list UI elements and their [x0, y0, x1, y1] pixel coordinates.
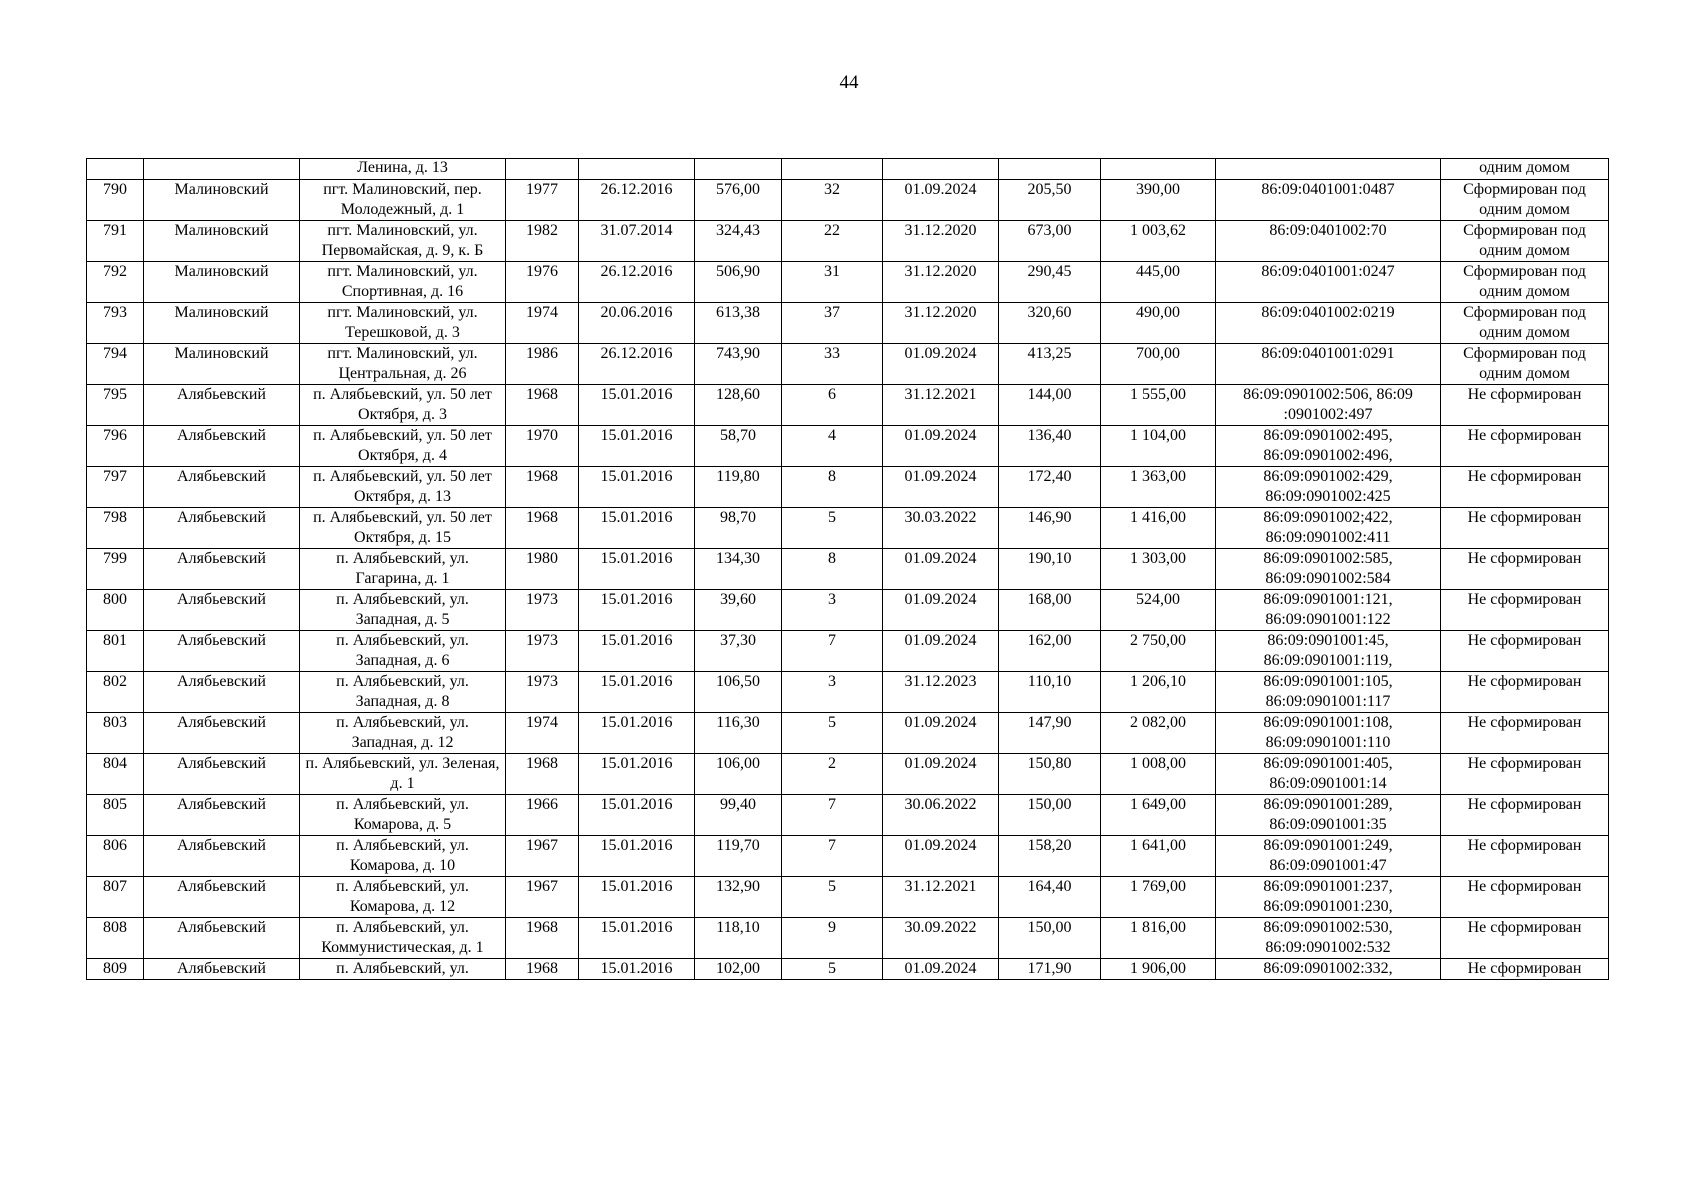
cell-address: п. Алябьевский, ул. Западная, д. 6	[300, 631, 506, 672]
cell-address: п. Алябьевский, ул. Комарова, д. 5	[300, 795, 506, 836]
cell-residents: 5	[782, 959, 883, 980]
cell-value-2: 490,00	[1101, 303, 1216, 344]
cell-number: 805	[87, 795, 144, 836]
cell-year: 1982	[506, 221, 579, 262]
cell-value-1: 158,20	[999, 836, 1101, 877]
cell-deadline: 01.09.2024	[883, 426, 999, 467]
table-row	[87, 713, 1609, 754]
cell-deadline: 30.09.2022	[883, 918, 999, 959]
cell-area: 116,30	[695, 713, 782, 754]
cell-year: 1974	[506, 303, 579, 344]
cell-date: 26.12.2016	[579, 180, 695, 221]
cell-status: Не сформирован	[1441, 795, 1609, 836]
cell-status: Не сформирован	[1441, 631, 1609, 672]
cell-number: 799	[87, 549, 144, 590]
table-row	[87, 180, 1609, 221]
cell-value-1: 146,90	[999, 508, 1101, 549]
cell-address: п. Алябьевский, ул. Зеленая, д. 1	[300, 754, 506, 795]
cell-status: Не сформирован	[1441, 426, 1609, 467]
cell-value-2: 445,00	[1101, 262, 1216, 303]
cell-value-1: 172,40	[999, 467, 1101, 508]
cell-value-1: 168,00	[999, 590, 1101, 631]
cell-settlement: Алябьевский	[144, 918, 300, 959]
cell-residents: 8	[782, 467, 883, 508]
cell-year: 1980	[506, 549, 579, 590]
cell-settlement: Алябьевский	[144, 467, 300, 508]
cell-residents: 31	[782, 262, 883, 303]
cell-settlement: Малиновский	[144, 221, 300, 262]
cell-value-1: 110,10	[999, 672, 1101, 713]
cell-area: 506,90	[695, 262, 782, 303]
cell-value-1: 150,00	[999, 795, 1101, 836]
cell-settlement: Алябьевский	[144, 631, 300, 672]
cell-value-2: 524,00	[1101, 590, 1216, 631]
cell-address: п. Алябьевский, ул. 50 лет Октября, д. 13	[300, 467, 506, 508]
cell-area: 106,00	[695, 754, 782, 795]
cell-area: 37,30	[695, 631, 782, 672]
cell-date	[579, 159, 695, 180]
cell-cadastral	[1216, 159, 1441, 180]
cell-deadline: 01.09.2024	[883, 590, 999, 631]
cell-status: Не сформирован	[1441, 877, 1609, 918]
cell-year: 1976	[506, 262, 579, 303]
cell-number: 807	[87, 877, 144, 918]
table-row	[87, 385, 1609, 426]
cell-settlement: Алябьевский	[144, 754, 300, 795]
cell-settlement	[144, 159, 300, 180]
cell-status: Не сформирован	[1441, 549, 1609, 590]
cell-area: 743,90	[695, 344, 782, 385]
cell-date: 26.12.2016	[579, 344, 695, 385]
cell-address: п. Алябьевский, ул. Западная, д. 12	[300, 713, 506, 754]
cell-value-1: 171,90	[999, 959, 1101, 980]
cell-residents: 5	[782, 508, 883, 549]
cell-settlement: Малиновский	[144, 344, 300, 385]
cell-status: Не сформирован	[1441, 836, 1609, 877]
cell-deadline: 31.12.2021	[883, 877, 999, 918]
cell-deadline: 01.09.2024	[883, 631, 999, 672]
cell-value-2: 2 750,00	[1101, 631, 1216, 672]
cell-settlement: Малиновский	[144, 180, 300, 221]
cell-date: 26.12.2016	[579, 262, 695, 303]
cell-deadline: 31.12.2023	[883, 672, 999, 713]
cell-value-2: 1 641,00	[1101, 836, 1216, 877]
table-row	[87, 590, 1609, 631]
cell-cadastral: 86:09:0901002:495, 86:09:0901002:496,	[1216, 426, 1441, 467]
cell-cadastral: 86:09:0901001:237, 86:09:0901001:230,	[1216, 877, 1441, 918]
cell-year: 1970	[506, 426, 579, 467]
cell-cadastral: 86:09:0401001:0247	[1216, 262, 1441, 303]
cell-residents: 3	[782, 672, 883, 713]
page-number: 44	[839, 72, 859, 93]
table-row	[87, 836, 1609, 877]
cell-area: 58,70	[695, 426, 782, 467]
cell-date: 15.01.2016	[579, 631, 695, 672]
cell-residents: 7	[782, 836, 883, 877]
cell-number: 796	[87, 426, 144, 467]
cell-value-1	[999, 159, 1101, 180]
cell-cadastral: 86:09:0901001:289, 86:09:0901001:35	[1216, 795, 1441, 836]
cell-address: п. Алябьевский, ул. Гагарина, д. 1	[300, 549, 506, 590]
cell-settlement: Малиновский	[144, 262, 300, 303]
cell-value-2: 1 003,62	[1101, 221, 1216, 262]
cell-date: 15.01.2016	[579, 836, 695, 877]
cell-value-2: 1 363,00	[1101, 467, 1216, 508]
cell-year: 1968	[506, 385, 579, 426]
cell-value-2: 1 906,00	[1101, 959, 1216, 980]
cell-status: Не сформирован	[1441, 467, 1609, 508]
cell-year: 1977	[506, 180, 579, 221]
cell-number: 795	[87, 385, 144, 426]
cell-settlement: Алябьевский	[144, 672, 300, 713]
cell-residents	[782, 159, 883, 180]
cell-value-1: 162,00	[999, 631, 1101, 672]
cell-value-2: 2 082,00	[1101, 713, 1216, 754]
cell-address: п. Алябьевский, ул. 50 лет Октября, д. 3	[300, 385, 506, 426]
table-row	[87, 262, 1609, 303]
cell-value-2: 390,00	[1101, 180, 1216, 221]
cell-value-2: 1 416,00	[1101, 508, 1216, 549]
table-row	[87, 426, 1609, 467]
cell-area: 98,70	[695, 508, 782, 549]
cell-date: 15.01.2016	[579, 549, 695, 590]
cell-number: 809	[87, 959, 144, 980]
cell-residents: 33	[782, 344, 883, 385]
cell-address: п. Алябьевский, ул. 50 лет Октября, д. 15	[300, 508, 506, 549]
cell-date: 15.01.2016	[579, 508, 695, 549]
cell-date: 15.01.2016	[579, 426, 695, 467]
cell-cadastral: 86:09:0401002:0219	[1216, 303, 1441, 344]
cell-number: 798	[87, 508, 144, 549]
cell-area: 119,80	[695, 467, 782, 508]
cell-status: Не сформирован	[1441, 385, 1609, 426]
table-row	[87, 877, 1609, 918]
cell-number: 808	[87, 918, 144, 959]
cell-address: п. Алябьевский, ул. 50 лет Октября, д. 4	[300, 426, 506, 467]
cell-deadline: 01.09.2024	[883, 713, 999, 754]
cell-number: 804	[87, 754, 144, 795]
cell-cadastral: 86:09:0401002:70	[1216, 221, 1441, 262]
cell-residents: 6	[782, 385, 883, 426]
cell-number: 797	[87, 467, 144, 508]
cell-number: 802	[87, 672, 144, 713]
cell-date: 15.01.2016	[579, 877, 695, 918]
cell-settlement: Алябьевский	[144, 795, 300, 836]
housing-registry-table	[86, 158, 1609, 980]
cell-value-1: 164,40	[999, 877, 1101, 918]
cell-status: одним домом	[1441, 159, 1609, 180]
cell-number: 794	[87, 344, 144, 385]
cell-address: п. Алябьевский, ул.	[300, 959, 506, 980]
cell-residents: 5	[782, 713, 883, 754]
cell-date: 15.01.2016	[579, 713, 695, 754]
cell-settlement: Алябьевский	[144, 508, 300, 549]
cell-number: 793	[87, 303, 144, 344]
cell-cadastral: 86:09:0901002:506, 86:09 :0901002:497	[1216, 385, 1441, 426]
cell-deadline: 01.09.2024	[883, 467, 999, 508]
cell-year: 1974	[506, 713, 579, 754]
cell-value-2: 1 555,00	[1101, 385, 1216, 426]
cell-deadline: 01.09.2024	[883, 180, 999, 221]
continuation-row	[87, 159, 1609, 180]
cell-cadastral: 86:09:0901002:429, 86:09:0901002:425	[1216, 467, 1441, 508]
cell-residents: 5	[782, 877, 883, 918]
cell-number	[87, 159, 144, 180]
cell-cadastral: 86:09:0901001:45, 86:09:0901001:119,	[1216, 631, 1441, 672]
cell-cadastral: 86:09:0901001:108, 86:09:0901001:110	[1216, 713, 1441, 754]
cell-value-2: 700,00	[1101, 344, 1216, 385]
cell-area: 134,30	[695, 549, 782, 590]
cell-deadline	[883, 159, 999, 180]
cell-date: 15.01.2016	[579, 795, 695, 836]
table-row	[87, 303, 1609, 344]
cell-residents: 7	[782, 795, 883, 836]
cell-value-2: 1 816,00	[1101, 918, 1216, 959]
cell-number: 792	[87, 262, 144, 303]
table-body	[87, 159, 1609, 980]
cell-deadline: 01.09.2024	[883, 959, 999, 980]
cell-value-1: 150,80	[999, 754, 1101, 795]
cell-number: 800	[87, 590, 144, 631]
cell-address: п. Алябьевский, ул. Комарова, д. 12	[300, 877, 506, 918]
cell-address: пгт. Малиновский, пер. Молодежный, д. 1	[300, 180, 506, 221]
cell-deadline: 30.06.2022	[883, 795, 999, 836]
cell-value-1: 150,00	[999, 918, 1101, 959]
cell-address: п. Алябьевский, ул. Комарова, д. 10	[300, 836, 506, 877]
cell-area: 99,40	[695, 795, 782, 836]
table-row	[87, 754, 1609, 795]
cell-value-1: 413,25	[999, 344, 1101, 385]
cell-number: 801	[87, 631, 144, 672]
cell-value-1: 290,45	[999, 262, 1101, 303]
table-row	[87, 344, 1609, 385]
cell-date: 15.01.2016	[579, 590, 695, 631]
table-row	[87, 918, 1609, 959]
cell-deadline: 31.12.2020	[883, 221, 999, 262]
cell-number: 803	[87, 713, 144, 754]
cell-settlement: Алябьевский	[144, 877, 300, 918]
cell-value-1: 147,90	[999, 713, 1101, 754]
cell-value-1: 136,40	[999, 426, 1101, 467]
table-row	[87, 467, 1609, 508]
cell-address: п. Алябьевский, ул. Западная, д. 8	[300, 672, 506, 713]
cell-settlement: Алябьевский	[144, 836, 300, 877]
cell-area: 613,38	[695, 303, 782, 344]
cell-cadastral: 86:09:0401001:0291	[1216, 344, 1441, 385]
cell-value-2: 1 104,00	[1101, 426, 1216, 467]
cell-area: 324,43	[695, 221, 782, 262]
cell-area	[695, 159, 782, 180]
cell-status: Не сформирован	[1441, 672, 1609, 713]
cell-value-1: 320,60	[999, 303, 1101, 344]
cell-date: 15.01.2016	[579, 754, 695, 795]
cell-deadline: 01.09.2024	[883, 549, 999, 590]
cell-address: пгт. Малиновский, ул. Терешковой, д. 3	[300, 303, 506, 344]
cell-number: 806	[87, 836, 144, 877]
cell-area: 39,60	[695, 590, 782, 631]
cell-deadline: 01.09.2024	[883, 836, 999, 877]
cell-residents: 37	[782, 303, 883, 344]
cell-cadastral: 86:09:0401001:0487	[1216, 180, 1441, 221]
cell-settlement: Алябьевский	[144, 590, 300, 631]
cell-number: 791	[87, 221, 144, 262]
cell-value-2: 1 206,10	[1101, 672, 1216, 713]
cell-settlement: Алябьевский	[144, 959, 300, 980]
cell-value-1: 144,00	[999, 385, 1101, 426]
cell-settlement: Алябьевский	[144, 713, 300, 754]
cell-status: Не сформирован	[1441, 754, 1609, 795]
cell-address: пгт. Малиновский, ул. Центральная, д. 26	[300, 344, 506, 385]
cell-year: 1973	[506, 672, 579, 713]
cell-status: Сформирован под одним домом	[1441, 262, 1609, 303]
cell-cadastral: 86:09:0901001:121, 86:09:0901001:122	[1216, 590, 1441, 631]
cell-value-1: 190,10	[999, 549, 1101, 590]
cell-status: Сформирован под одним домом	[1441, 344, 1609, 385]
cell-date: 15.01.2016	[579, 918, 695, 959]
cell-address: п. Алябьевский, ул. Западная, д. 5	[300, 590, 506, 631]
cell-year: 1968	[506, 918, 579, 959]
cell-year: 1973	[506, 631, 579, 672]
cell-cadastral: 86:09:0901002:530, 86:09:0901002:532	[1216, 918, 1441, 959]
cell-settlement: Алябьевский	[144, 385, 300, 426]
cell-settlement: Алябьевский	[144, 426, 300, 467]
cell-deadline: 31.12.2021	[883, 385, 999, 426]
cell-deadline: 30.03.2022	[883, 508, 999, 549]
cell-status: Не сформирован	[1441, 508, 1609, 549]
cell-settlement: Алябьевский	[144, 549, 300, 590]
cell-status: Не сформирован	[1441, 959, 1609, 980]
table-row	[87, 221, 1609, 262]
cell-date: 15.01.2016	[579, 959, 695, 980]
cell-cadastral: 86:09:0901002;422, 86:09:0901002:411	[1216, 508, 1441, 549]
cell-status: Сформирован под одним домом	[1441, 180, 1609, 221]
cell-status: Сформирован под одним домом	[1441, 221, 1609, 262]
cell-year: 1966	[506, 795, 579, 836]
table-row	[87, 672, 1609, 713]
cell-residents: 4	[782, 426, 883, 467]
cell-address: пгт. Малиновский, ул. Первомайская, д. 9, к. Б	[300, 221, 506, 262]
cell-cadastral: 86:09:0901002:332,	[1216, 959, 1441, 980]
cell-year: 1986	[506, 344, 579, 385]
cell-area: 128,60	[695, 385, 782, 426]
cell-value-2	[1101, 159, 1216, 180]
cell-address: Ленина, д. 13	[300, 159, 506, 180]
cell-residents: 8	[782, 549, 883, 590]
cell-year: 1968	[506, 508, 579, 549]
cell-status: Не сформирован	[1441, 918, 1609, 959]
cell-number: 790	[87, 180, 144, 221]
cell-status: Не сформирован	[1441, 590, 1609, 631]
cell-residents: 7	[782, 631, 883, 672]
cell-cadastral: 86:09:0901002:585, 86:09:0901002:584	[1216, 549, 1441, 590]
cell-deadline: 01.09.2024	[883, 754, 999, 795]
cell-year: 1968	[506, 467, 579, 508]
cell-residents: 2	[782, 754, 883, 795]
cell-residents: 32	[782, 180, 883, 221]
cell-deadline: 01.09.2024	[883, 344, 999, 385]
cell-year: 1967	[506, 836, 579, 877]
table-row	[87, 795, 1609, 836]
cell-value-2: 1 008,00	[1101, 754, 1216, 795]
table-row	[87, 959, 1609, 980]
cell-year: 1968	[506, 754, 579, 795]
cell-address: п. Алябьевский, ул. Коммунистическая, д. 1	[300, 918, 506, 959]
cell-residents: 9	[782, 918, 883, 959]
cell-area: 102,00	[695, 959, 782, 980]
cell-date: 15.01.2016	[579, 672, 695, 713]
cell-date: 31.07.2014	[579, 221, 695, 262]
table-row	[87, 631, 1609, 672]
cell-area: 118,10	[695, 918, 782, 959]
cell-year: 1973	[506, 590, 579, 631]
cell-value-2: 1 649,00	[1101, 795, 1216, 836]
cell-settlement: Малиновский	[144, 303, 300, 344]
cell-cadastral: 86:09:0901001:249, 86:09:0901001:47	[1216, 836, 1441, 877]
cell-area: 576,00	[695, 180, 782, 221]
cell-value-2: 1 303,00	[1101, 549, 1216, 590]
cell-cadastral: 86:09:0901001:105, 86:09:0901001:117	[1216, 672, 1441, 713]
cell-deadline: 31.12.2020	[883, 303, 999, 344]
cell-area: 119,70	[695, 836, 782, 877]
cell-year: 1967	[506, 877, 579, 918]
cell-date: 20.06.2016	[579, 303, 695, 344]
table-row	[87, 508, 1609, 549]
cell-year: 1968	[506, 959, 579, 980]
cell-status: Не сформирован	[1441, 713, 1609, 754]
cell-area: 106,50	[695, 672, 782, 713]
cell-date: 15.01.2016	[579, 467, 695, 508]
cell-date: 15.01.2016	[579, 385, 695, 426]
cell-cadastral: 86:09:0901001:405, 86:09:0901001:14	[1216, 754, 1441, 795]
cell-area: 132,90	[695, 877, 782, 918]
table-row	[87, 549, 1609, 590]
cell-deadline: 31.12.2020	[883, 262, 999, 303]
cell-residents: 3	[782, 590, 883, 631]
cell-status: Сформирован под одним домом	[1441, 303, 1609, 344]
cell-value-2: 1 769,00	[1101, 877, 1216, 918]
cell-value-1: 673,00	[999, 221, 1101, 262]
cell-residents: 22	[782, 221, 883, 262]
cell-value-1: 205,50	[999, 180, 1101, 221]
cell-year	[506, 159, 579, 180]
cell-address: пгт. Малиновский, ул. Спортивная, д. 16	[300, 262, 506, 303]
